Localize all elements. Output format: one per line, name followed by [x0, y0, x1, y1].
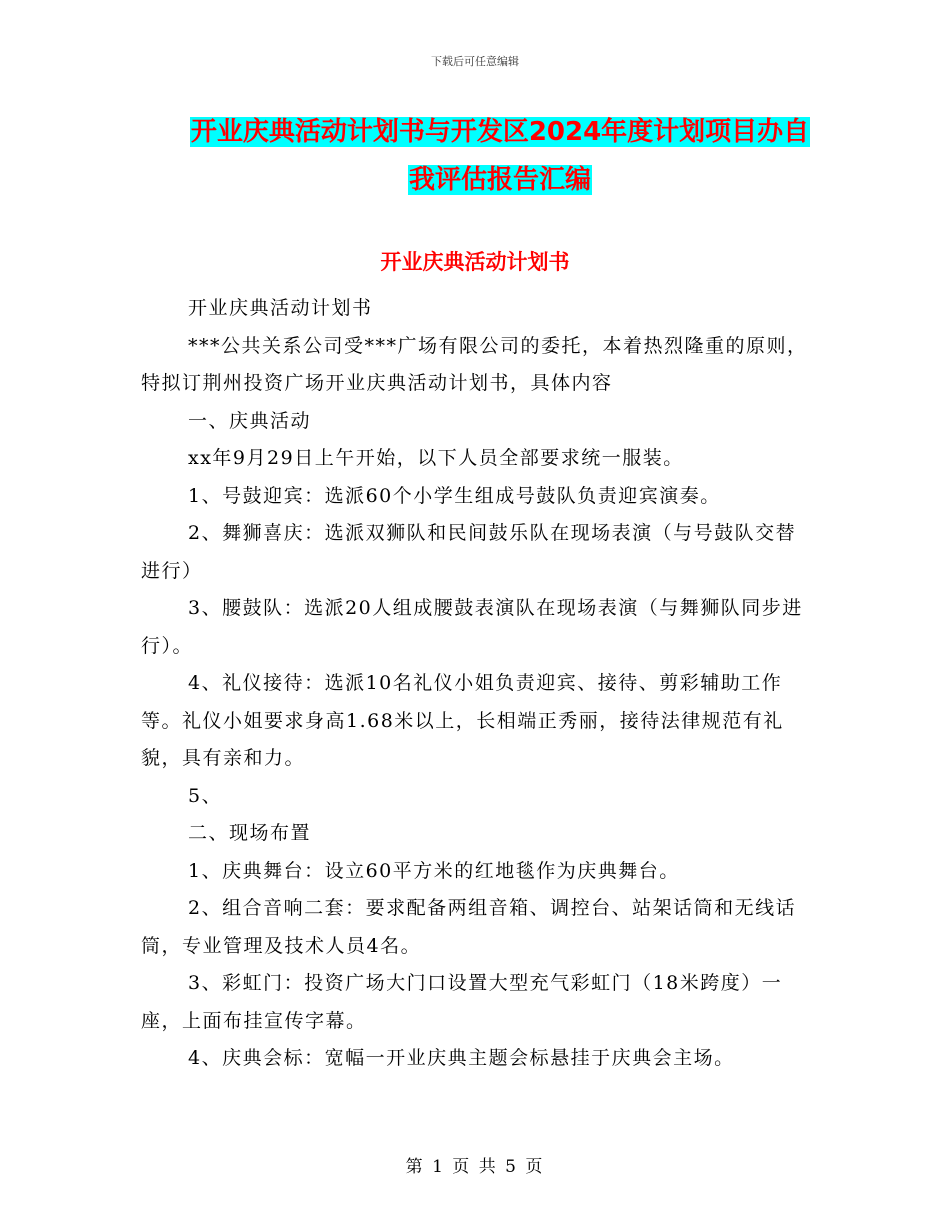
paragraph: 一、庆典活动 — [188, 409, 312, 432]
paragraph: 3、腰鼓队：选派20人组成腰鼓表演队在现场表演（与舞狮队同步进行）。 — [141, 597, 803, 657]
paragraph: 2、舞狮喜庆：选派双狮队和民间鼓乐队在现场表演（与号鼓队交替进行） — [141, 522, 797, 582]
section-title: 开业庆典活动计划书 — [380, 250, 570, 274]
document-title-line-1: 开业庆典活动计划书与开发区2024年度计划项目办自 — [190, 117, 810, 147]
paragraph: 4、庆典会标：宽幅一开业庆典主题会标悬挂于庆典会主场。 — [188, 1047, 735, 1069]
paragraph: 3、彩虹门：投资广场大门口设置大型充气彩虹门（18米跨度）一座，上面布挂宣传字幕。 — [141, 972, 783, 1032]
paragraph: 2、组合音响二套：要求配备两组音箱、调控台、站架话筒和无线话筒，专业管理及技术人员4名。 — [141, 897, 797, 957]
document-title — [140, 108, 860, 204]
paragraph: 1、庆典舞台：设立60平方米的红地毯作为庆典舞台。 — [188, 859, 680, 882]
paragraph: 4、礼仪接待：选派10名礼仪小姐负责迎宾、接待、剪彩辅助工作等。礼仪小姐要求身高1.68米以上，长相端正秀丽，接待法律规范有礼貌，具有亲和力。 — [141, 672, 784, 769]
paragraph: xx年9月29日上午开始，以下人员全部要求统一服装。 — [188, 447, 684, 469]
paragraph: 5、 — [188, 784, 223, 807]
document-body — [141, 290, 809, 1078]
page-header-note: 下载后可任意编辑 — [431, 55, 519, 68]
paragraph: 二、现场布置 — [188, 822, 312, 844]
document-title-line-2: 我评估报告汇编 — [408, 165, 591, 195]
paragraph: 1、号鼓迎宾：选派60个小学生组成号鼓队负责迎宾演奏。 — [188, 484, 721, 507]
paragraph: ***公共关系公司受***广场有限公司的委托，本着热烈隆重的原则，特拟订荆州投资广场开业庆典活动计划书，具体内容 — [141, 334, 808, 394]
page-number: 第 1 页 共 5 页 — [405, 1157, 545, 1177]
paragraph: 开业庆典活动计划书 — [188, 297, 373, 319]
